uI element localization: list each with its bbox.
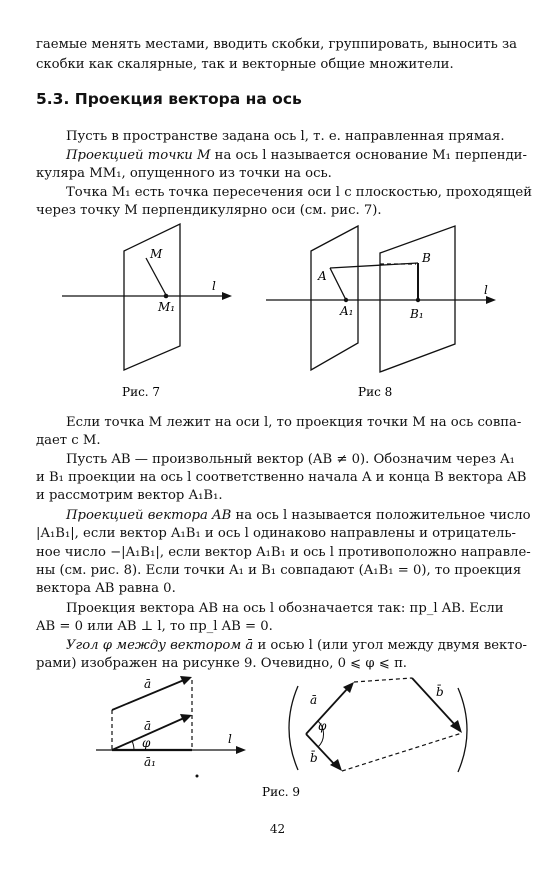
bracket-left (289, 686, 298, 770)
perpendicular-a (330, 268, 346, 300)
paragraph-line: Проекция вектора AB на ось l обозначается так: пр_l AB. Если (66, 601, 504, 616)
axis-arrow (236, 746, 246, 754)
paragraph-line: дает с M. (36, 433, 101, 448)
paragraph-line: вектора AB равна 0. (36, 581, 176, 596)
paragraph-line: и B₁ проекции на ось l соответственно начала A и конца B вектора AB (36, 470, 527, 485)
paragraph-text: на ось l называется положительное число (235, 508, 531, 523)
label-b-top: b̄ (436, 685, 444, 699)
label-phi: φ (318, 719, 327, 733)
figure-9 (0, 672, 555, 812)
angle-arc (132, 741, 134, 750)
label-phi: φ (142, 736, 151, 750)
label-a-mid: ā (144, 719, 152, 733)
label-l: l (212, 279, 216, 293)
label-b: b̄ (310, 751, 318, 765)
paragraph-line: и рассмотрим вектор A₁B₁. (36, 488, 223, 503)
plane (124, 224, 180, 370)
figure-caption: Рис 8 (358, 385, 393, 399)
figure-7 (62, 224, 232, 370)
paragraph-line: куляра MM₁, опущенного из точки на ось. (36, 166, 332, 181)
point-m1 (164, 294, 169, 299)
paragraph-line: Пусть AB — произвольный вектор (AB ≠ 0). Обозначим через A₁ (66, 452, 515, 467)
paragraph-line: через точку M перпендикулярно оси (см. рис. 7). (36, 203, 382, 218)
emphasis-text: Проекцией точки M (66, 148, 211, 163)
figure-9-left (96, 676, 246, 778)
label-l: l (484, 283, 488, 297)
label-b: B (422, 251, 431, 265)
dashed-side (342, 733, 462, 771)
paragraph-line: рами) изображен на рисунке 9. Очевидно, 0 ⩽ φ ⩽ π. (36, 656, 407, 671)
axis-arrow (222, 292, 232, 300)
figure-caption: Рис. 7 (122, 385, 161, 399)
paragraph-line: |A₁B₁|, если вектор A₁B₁ и ось l одинаково направлены и отрицатель- (36, 526, 516, 541)
figure-9-right (289, 678, 467, 772)
label-a1: A₁ (340, 304, 354, 318)
vector-b-shifted (412, 678, 456, 726)
page-number: 42 (269, 822, 286, 836)
point-a1 (344, 298, 348, 302)
intro-line: гаемые менять местами, вводить скобки, группировать, выносить за (36, 37, 518, 52)
definition-term (66, 637, 527, 654)
figures-7-8 (0, 218, 555, 408)
axis-arrow (486, 296, 496, 304)
plane-left (311, 226, 358, 370)
dashed-side (354, 678, 412, 682)
emphasis-text: Проекцией вектора AB (66, 508, 232, 523)
paragraph-line: ное число −|A₁B₁|, если вектор A₁B₁ и ось l противоположно направле- (36, 545, 531, 560)
definition-term (66, 147, 527, 164)
paragraph-text: и осью l (или угол между двумя векто- (257, 638, 527, 653)
paragraph-line: Если точка M лежит на оси l, то проекция точки M на ось совпа- (66, 415, 522, 430)
label-a1: ā₁ (144, 755, 156, 769)
label-m: M (150, 247, 163, 261)
paragraph-line: AB = 0 или AB ⊥ l, то пр_l AB = 0. (36, 619, 273, 634)
label-a: A (318, 269, 327, 283)
definition-term (66, 507, 531, 524)
paragraph-line: Пусть в пространстве задана ось l, т. е. направленная прямая. (66, 129, 505, 144)
paragraph-line: ны (см. рис. 8). Если точки A₁ и B₁ совпадают (A₁B₁ = 0), то проекция (36, 563, 522, 578)
figure-caption: Рис. 9 (262, 785, 301, 799)
emphasis-text: Угол φ между вектором ā (66, 638, 254, 653)
figure-8 (266, 226, 496, 372)
point-b1 (416, 298, 420, 302)
label-m1: M₁ (158, 300, 176, 314)
paragraph-line: Точка M₁ есть точка пересечения оси l с плоскостью, проходящей (66, 185, 533, 200)
label-a: ā (310, 693, 318, 707)
label-b1: B₁ (410, 307, 424, 321)
paragraph-text: на ось l называется основание M₁ перпенди- (214, 148, 527, 163)
label-a: ā (144, 677, 152, 691)
intro-line: скобки как скалярные, так и векторные общие множители. (36, 57, 454, 72)
dot-mark (196, 775, 199, 778)
section-title: 5.3. Проекция вектора на ось (36, 90, 302, 108)
label-l: l (228, 732, 232, 746)
perpendicular-line (146, 258, 166, 295)
